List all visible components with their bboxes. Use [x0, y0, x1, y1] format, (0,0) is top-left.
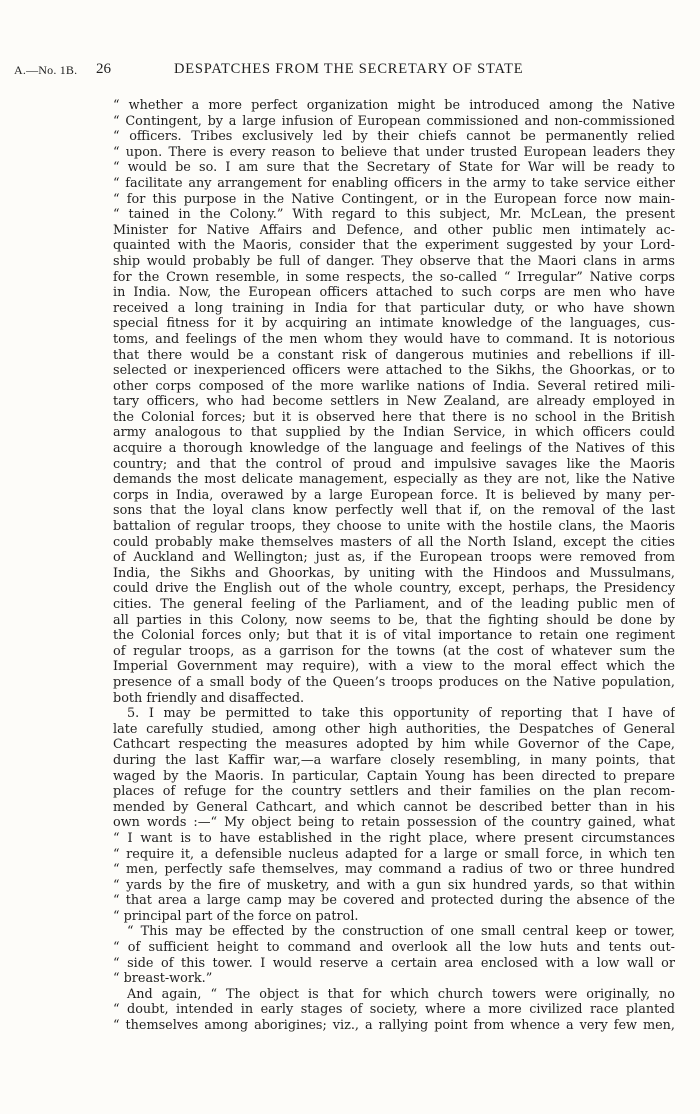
text-line: “ tained in the Colony.” With regard to this subject, Mr. McLean, the present	[113, 207, 675, 223]
text-line: the Colonial forces; but it is observed here that there is no school in the British	[113, 409, 675, 425]
text-line: late carefully studied, among other high authorities, the Despatches of General	[113, 721, 675, 737]
text-line: Cathcart respecting the measures adopted by him while Governor of the Cape,	[113, 737, 675, 753]
text-line: “ require it, a defensible nucleus adapted for a large or small force, in which ten	[113, 846, 675, 862]
text-line: acquire a thorough knowledge of the language and feelings of the Natives of this	[113, 441, 675, 457]
text-line: “ This may be effected by the construction of one small central keep or tower,	[127, 924, 675, 940]
text-line: toms, and feelings of the men whom they would have to command. It is notorious	[113, 331, 675, 347]
text-line: army analogous to that supplied by the Indian Service, in which officers could	[113, 425, 675, 441]
text-line: “ officers. Tribes exclusively led by their chiefs cannot be permanently relied	[113, 129, 675, 145]
text-line: “ upon. There is every reason to believe that under trusted European leaders they	[113, 144, 675, 160]
text-line: received a long training in India for that particular duty, or who have shown	[113, 300, 675, 316]
text-line: ship would probably be full of danger. They observe that the Maori clans in arms	[113, 253, 675, 269]
text-line: could drive the English out of the whole country, except, perhaps, the Presidency	[113, 581, 675, 597]
text-line: both friendly and disaffected.	[113, 690, 305, 706]
text-line: “ whether a more perfect organization might be introduced among the Native	[113, 98, 675, 113]
text-line: quainted with the Maoris, consider that the experiment suggested by your Lord-	[113, 238, 675, 254]
text-line: cities. The general feeling of the Parliament, and of the leading public men of	[113, 597, 675, 612]
text-line: other corps composed of the more warlike nations of India. Several retired mili-	[113, 378, 675, 394]
text-line: special fitness for it by acquiring an intimate knowledge of the languages, cus-	[113, 316, 675, 332]
text-line: “ that area a large camp may be covered and protected during the absence of the	[113, 893, 675, 909]
text-line: “ Contingent, by a large infusion of European commissioned and non-commissioned	[113, 113, 675, 129]
text-line: “ facilitate any arrangement for enabling officers in the army to take service either	[113, 175, 675, 191]
text-line: Imperial Government may require), with a view to the moral effect which the	[113, 659, 675, 675]
text-line: “ doubt, intended in early stages of society, where a more civilized race planted	[113, 1002, 675, 1018]
text-line: “ yards by the fire of musketry, and with a gun six hundred yards, so that within	[113, 877, 675, 893]
text-line: all parties in this Colony, now seems to be, that the fighting should be done by	[113, 612, 675, 628]
text-line: presence of a small body of the Queen’s troops produces on the Native population,	[113, 674, 675, 690]
page-number: 26	[96, 61, 111, 77]
running-title: DESPATCHES FROM THE SECRETARY OF STATE	[174, 61, 524, 77]
text-line: “ I want is to have established in the right place, where present circumstances	[113, 830, 675, 846]
text-line: could probably make themselves masters of all the North Island, except the cities	[113, 534, 675, 550]
text-line: selected or inexperienced officers were attached to the Sikhs, the Ghoorkas, or to	[113, 363, 675, 379]
text-line: “ breast-work.”	[113, 971, 213, 987]
text-line: “ principal part of the force on patrol.	[113, 908, 359, 924]
text-line: waged by the Maoris. In particular, Captain Young has been directed to prepare	[113, 768, 675, 784]
text-line: for the Crown resemble, in some respects, the so-called “ Irregular” Native corps	[113, 269, 675, 285]
text-line: of Auckland and Wellington; just as, if the European troops were removed from	[113, 550, 675, 566]
text-line: the Colonial forces only; but that it is of vital importance to retain one regiment	[113, 628, 675, 644]
running-header	[14, 63, 686, 83]
text-line: places of refuge for the country settlers and their families on the plan recom-	[113, 784, 675, 800]
text-line: in India. Now, the European officers attached to such corps are men who have	[113, 285, 675, 301]
paper-reference: A.—No. 1B.	[14, 63, 78, 77]
text-line: that there would be a constant risk of dangerous mutinies and rebellions if ill-	[113, 347, 675, 363]
text-line: own words :—“ My object being to retain possession of the country gained, what	[113, 815, 675, 831]
text-line: country; and that the control of proud and impulsive savages like the Maoris	[113, 456, 675, 472]
body-text	[113, 98, 675, 1034]
text-line: “ themselves among aborigines; viz., a rallying point from whence a very few men,	[113, 1018, 675, 1034]
text-line: during the last Kaffir war,—a warfare closely resembling, in many points, that	[113, 752, 675, 768]
text-line: India, the Sikhs and Ghoorkas, by uniting with the Hindoos and Mussulmans,	[113, 565, 675, 581]
text-line: mended by General Cathcart, and which cannot be described better than in his	[113, 799, 675, 815]
text-line: “ of sufficient height to command and overlook all the low huts and tents out-	[113, 940, 675, 956]
text-line: “ for this purpose in the Native Contingent, or in the European force now main-	[113, 191, 675, 207]
text-line: battalion of regular troops, they choose to unite with the hostile clans, the Maoris	[113, 519, 675, 535]
text-line: “ side of this tower. I would reserve a certain area enclosed with a low wall or	[113, 955, 675, 971]
text-line: sons that the loyal clans know perfectly well that if, on the removal of the last	[113, 503, 675, 519]
text-line: Minister for Native Affairs and Defence, and other public men intimately ac-	[113, 222, 675, 238]
text-line: corps in India, overawed by a large European force. It is believed by many per-	[113, 487, 675, 503]
text-line: of regular troops, as a garrison for the towns (at the cost of whatever sum the	[113, 643, 675, 659]
text-line: “ men, perfectly safe themselves, may command a radius of two or three hundred	[113, 862, 675, 878]
text-line: tary officers, who had become settlers in New Zealand, are already employed in	[113, 394, 675, 410]
text-line: And again, “ The object is that for which church towers were originally, no	[127, 986, 675, 1002]
text-line: “ would be so. I am sure that the Secretary of State for War will be ready to	[113, 160, 675, 176]
text-line: 5. I may be permitted to take this opportunity of reporting that I have of	[127, 706, 675, 722]
text-line: demands the most delicate management, especially as they are not, like the Native	[113, 472, 675, 488]
